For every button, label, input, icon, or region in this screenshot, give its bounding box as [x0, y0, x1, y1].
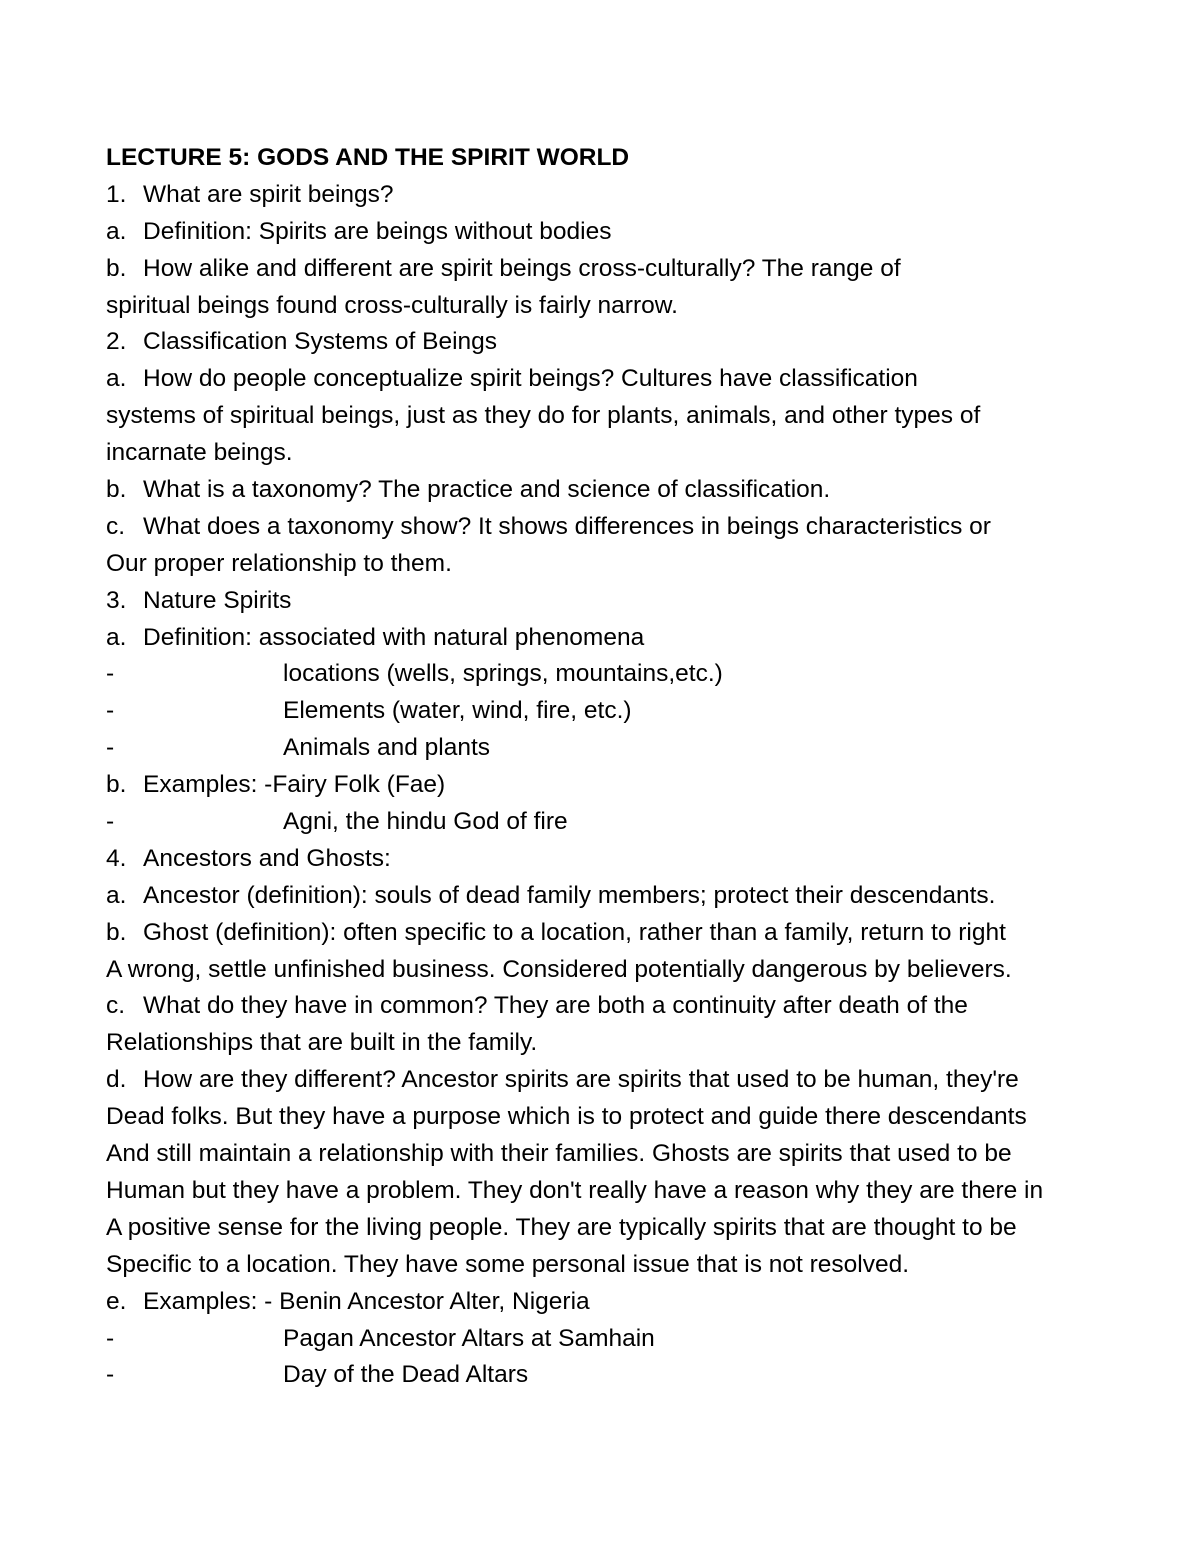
list-marker: c. [106, 512, 126, 540]
dash-marker: - [106, 1324, 115, 1352]
line-text: Definition: associated with natural phenomena [143, 623, 645, 651]
dash-marker: - [106, 660, 115, 688]
line-text: incarnate beings. [106, 439, 293, 467]
line-text: systems of spiritual beings, just as they do for plants, animals, and other types of [106, 402, 981, 430]
list-item [106, 177, 1146, 214]
line-text: locations (wells, springs, mountains,etc.) [283, 660, 723, 688]
list-marker: a. [106, 881, 127, 909]
text-line [106, 288, 1146, 325]
list-item [106, 1284, 1146, 1321]
list-item [106, 324, 1146, 361]
document-body [106, 177, 1146, 1394]
dash-marker: - [106, 734, 115, 762]
text-line [106, 952, 1146, 989]
line-text: Definition: Spirits are beings without bodies [143, 217, 612, 245]
list-item [106, 251, 1146, 288]
line-text: How alike and different are spirit beings cross-culturally? The range of [143, 254, 901, 282]
text-line [106, 1025, 1146, 1062]
line-text: Examples: - Benin Ancestor Alter, Nigeria [143, 1287, 590, 1315]
list-item [106, 583, 1146, 620]
dash-list-item [106, 1321, 1146, 1358]
line-text: Classification Systems of Beings [143, 328, 498, 356]
list-marker: a. [106, 217, 127, 245]
list-item [106, 767, 1146, 804]
line-text: How are they different? Ancestor spirits are spirits that used to be human, they're [143, 1066, 1019, 1094]
list-item [106, 915, 1146, 952]
line-text: What are spirit beings? [143, 180, 394, 208]
list-item [106, 509, 1146, 546]
dash-marker: - [106, 808, 115, 836]
line-text: Relationships that are built in the family. [106, 1029, 538, 1057]
text-line [106, 1136, 1146, 1173]
line-text: Pagan Ancestor Altars at Samhain [283, 1324, 655, 1352]
dash-list-item [106, 656, 1146, 693]
list-item [106, 620, 1146, 657]
line-text: And still maintain a relationship with their families. Ghosts are spirits that used to be [106, 1140, 1012, 1168]
list-marker: b. [106, 918, 127, 946]
line-text: A positive sense for the living people. They are typically spirits that are thought to be [106, 1213, 1017, 1241]
dash-marker: - [106, 1361, 115, 1389]
line-text: Day of the Dead Altars [283, 1361, 529, 1389]
line-text: Elements (water, wind, fire, etc.) [283, 697, 632, 725]
list-marker: b. [106, 771, 127, 799]
list-marker: c. [106, 992, 126, 1020]
list-marker: 1. [106, 180, 127, 208]
line-text: How do people conceptualize spirit beings? Cultures have classification [143, 365, 918, 393]
list-marker: e. [106, 1287, 127, 1315]
list-marker: 3. [106, 586, 127, 614]
list-marker: b. [106, 476, 127, 504]
line-text: Our proper relationship to them. [106, 549, 452, 577]
text-line [106, 1247, 1146, 1284]
list-item [106, 472, 1146, 509]
line-text: Nature Spirits [143, 586, 292, 614]
list-marker: a. [106, 623, 127, 651]
dash-list-item [106, 804, 1146, 841]
list-marker: d. [106, 1066, 127, 1094]
list-item [106, 1062, 1146, 1099]
line-text: Agni, the hindu God of fire [283, 808, 568, 836]
list-marker: 2. [106, 328, 127, 356]
dash-list-item [106, 730, 1146, 767]
line-text: What is a taxonomy? The practice and science of classification. [143, 476, 831, 504]
list-item [106, 361, 1146, 398]
list-item [106, 878, 1146, 915]
list-marker: a. [106, 365, 127, 393]
line-text: spiritual beings found cross-culturally is fairly narrow. [106, 291, 678, 319]
line-text: Animals and plants [283, 734, 491, 762]
page-title: LECTURE 5: GODS AND THE SPIRIT WORLD [106, 144, 630, 171]
text-line [106, 1173, 1146, 1210]
line-text: Examples: -Fairy Folk (Fae) [143, 771, 446, 799]
list-item [106, 988, 1146, 1025]
dash-marker: - [106, 697, 115, 725]
line-text: What do they have in common? They are both a continuity after death of the [143, 992, 968, 1020]
list-marker: 4. [106, 844, 127, 872]
line-text: Specific to a location. They have some personal issue that is not resolved. [106, 1250, 910, 1278]
list-item [106, 841, 1146, 878]
text-line [106, 1210, 1146, 1247]
line-text: Human but they have a problem. They don't really have a reason why they are there in [106, 1176, 1044, 1204]
line-text: Dead folks. But they have a purpose which is to protect and guide there descendants [106, 1103, 1027, 1131]
list-item [106, 214, 1146, 251]
text-line [106, 1099, 1146, 1136]
line-text: What does a taxonomy show? It shows differences in beings characteristics or [143, 512, 991, 540]
document-page [106, 140, 1146, 1394]
line-text: Ghost (definition): often specific to a location, rather than a family, return to right [143, 918, 1006, 946]
text-line [106, 435, 1146, 472]
dash-list-item [106, 1357, 1146, 1394]
list-marker: b. [106, 254, 127, 282]
text-line [106, 398, 1146, 435]
line-text: A wrong, settle unfinished business. Considered potentially dangerous by believers. [106, 955, 1012, 983]
line-text: Ancestors and Ghosts: [143, 844, 391, 872]
text-line [106, 546, 1146, 583]
dash-list-item [106, 693, 1146, 730]
line-text: Ancestor (definition): souls of dead family members; protect their descendants. [143, 881, 996, 909]
